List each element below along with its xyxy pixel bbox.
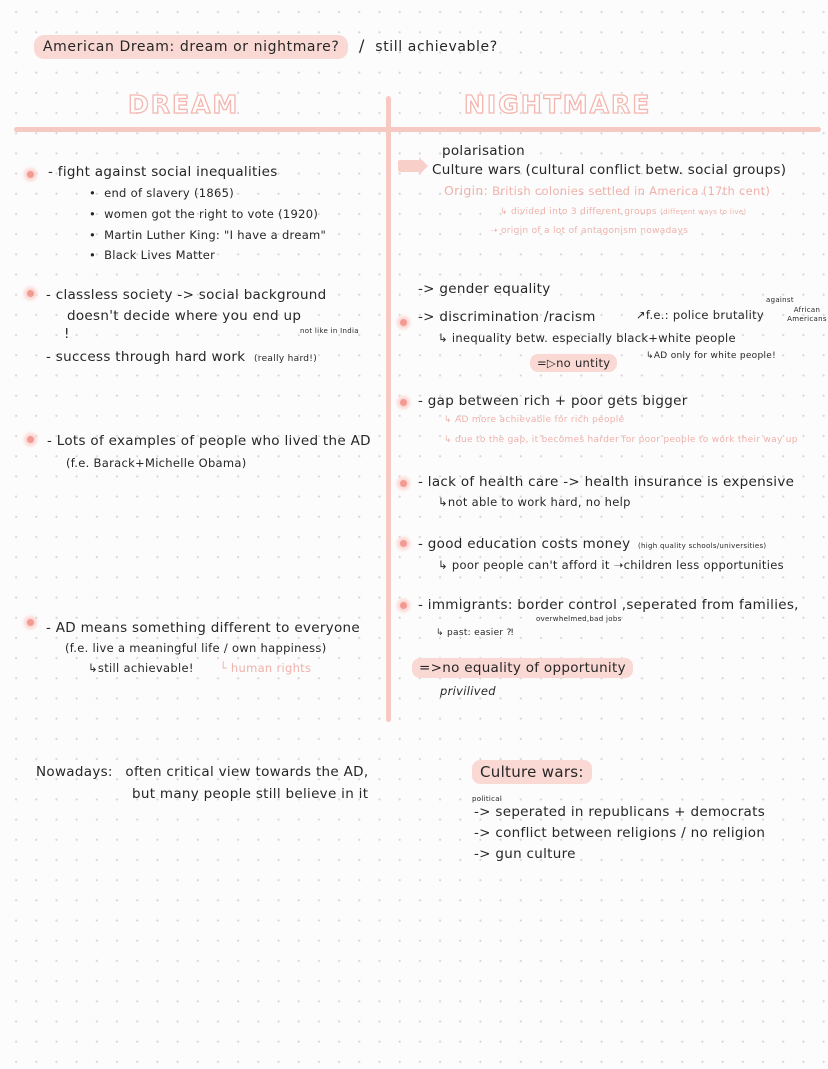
dream-inequality-item: • Black Lives Matter [89,248,215,262]
nm-immigrants-note: overwhelmed,bad jobs [536,615,622,623]
nightmare-heading: NIGHTMARE [464,90,652,119]
exclamation-mark: ! [64,326,70,342]
dream-meaning: - AD means something different to everyone [46,620,360,636]
nm-african-americans: African Americans [787,306,827,323]
culture-wars-title: Culture wars: [472,760,592,784]
bullet-dot [27,619,34,626]
nm-origin-text: British colonies settled in America (17th cent) [492,184,771,198]
bullet-dot [400,540,407,547]
nm-inequality: ↳ inequality betw. especially black+white people [438,331,736,345]
dream-meaning-line2: (f.e. live a meaningful life / own happiness) [65,641,327,655]
dream-classless-line2: doesn't decide where you end up [67,308,302,324]
nm-antagonism: ➝ origin of a lot of antagonism nowadays [490,226,689,236]
culture-item: -> gun culture [474,846,576,862]
bullet-dot [27,436,34,443]
bullet-dot [27,171,34,178]
nm-ad-only: ↳AD only for white people! [646,351,777,361]
nm-gap: - gap between rich + poor gets bigger [418,393,688,409]
culture-wars-title-wrap [472,763,592,781]
nm-origin-label: Origin: [444,183,489,198]
nowadays-row [36,764,368,780]
dream-still-achievable [88,661,311,675]
dream-classless: - classless society -> social background [46,287,327,303]
nowadays-line1: often critical view towards the AD, [125,764,369,780]
nm-no-unity [530,356,617,370]
nm-gap-note1: ↳ AD more achievable for rich people [444,415,625,425]
political-label: political [472,795,503,803]
nm-education [418,536,766,552]
dream-examples: - Lots of examples of people who lived the AD [47,433,371,449]
dream-inequality-item: • women got the right to vote (1920) [89,207,318,221]
nm-divided-text: ↳ divided into 3 different groups [500,207,657,217]
nm-conclusion [412,660,633,676]
dream-examples-line2: (f.e. Barack+Michelle Obama) [66,456,247,470]
bullet-dot [400,319,407,326]
dream-inequality-item: • end of slavery (1865) [89,186,234,200]
horizontal-divider [14,127,821,132]
dream-inequality-item: • Martin Luther King: "I have a dream" [89,228,326,242]
nm-origin [444,183,770,198]
nm-past: ↳ past: easier ⁈ [436,628,514,638]
page-subtitle: still achievable? [375,39,498,55]
arrow-icon [398,160,420,172]
nm-gap-note2: ↳ due to the gap, it becomes harder for poor people to work their way up [444,435,798,445]
nm-police: ↗f.e.: police brutality [636,308,765,322]
nm-polarisation: polarisation [442,143,525,159]
culture-item: -> conflict between religions / no religion [474,825,766,841]
vertical-divider [386,96,391,722]
nowadays-label: Nowadays: [36,764,113,780]
nm-divided-note: (different ways to live) [660,208,747,216]
nm-conclusion-text: =>no equality of opportunity [412,658,633,678]
dream-hard-work-text: - success through hard work [46,349,246,365]
dream-inequalities: - fight against social inequalities [48,164,278,180]
human-rights-note: └ human rights [219,661,312,675]
nm-gender: -> gender equality [418,281,551,297]
culture-item: -> seperated in republicans + democrats [474,804,766,820]
dream-india-note: not like in India [300,327,359,335]
page-title-row [34,36,498,55]
nm-immigrants: - immigrants: border control ,seperated from families, [418,597,799,613]
bullet-dot [27,290,34,297]
nm-education-note: (high quality schools/universities) [637,542,767,550]
dream-hard-work [46,349,317,365]
nm-culture-wars: Culture wars (cultural conflict betw. social groups) [432,162,787,178]
bullet-dot [400,399,407,406]
title-separator: / [359,36,365,55]
page-title: American Dream: dream or nightmare? [34,35,348,59]
dream-heading: DREAM [128,90,240,119]
nm-divided [500,207,746,217]
nm-privileged: privilived [440,684,496,698]
nm-education-text: - good education costs money [418,536,631,552]
dream-still-achievable-text: ↳still achievable! [88,661,194,675]
bullet-dot [400,480,407,487]
nm-discrimination: -> discrimination /racism [418,309,596,325]
nm-against: against [766,296,794,304]
nm-no-unity-text: =▷no untity [530,354,617,372]
nm-health-sub: ↳not able to work hard, no help [438,495,631,509]
bullet-dot [400,602,407,609]
nowadays-line2: but many people still believe in it [132,786,369,802]
dream-hard-work-note: (really hard!) [253,354,318,364]
nm-education-sub: ↳ poor people can't afford it ➝children less opportunities [438,558,784,572]
nm-health: - lack of health care -> health insurance is expensive [418,474,795,490]
